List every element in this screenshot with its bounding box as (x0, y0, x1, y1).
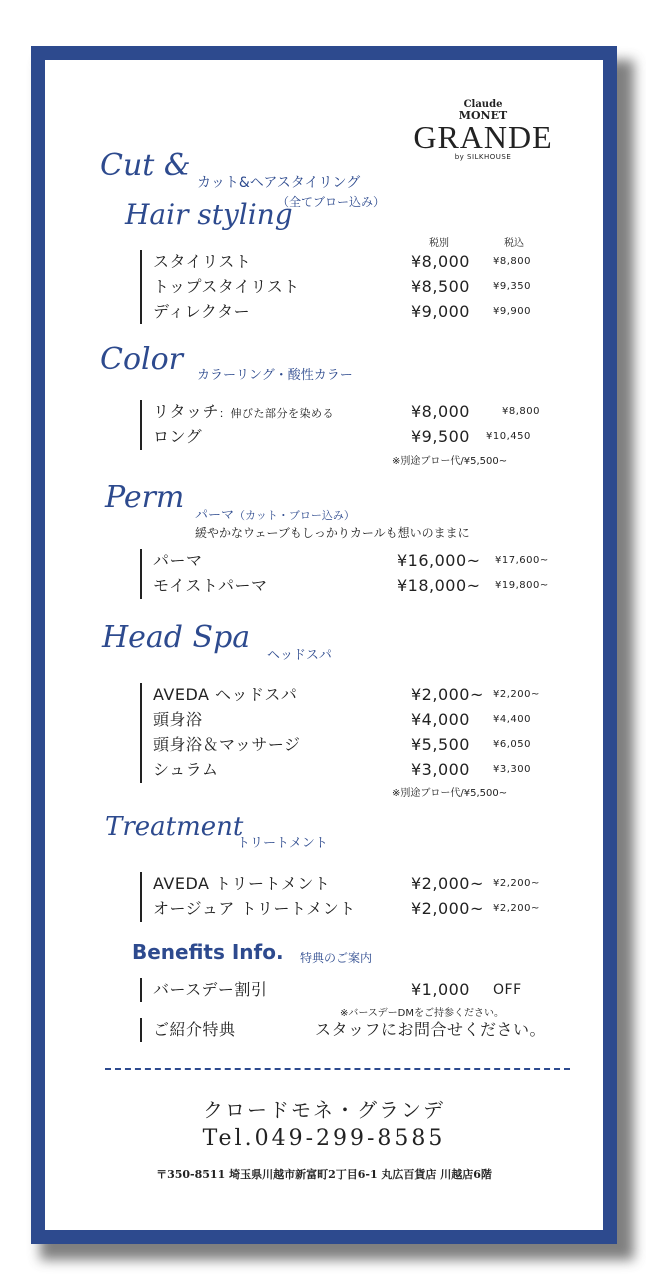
item-tax-price: ¥3,300 (493, 764, 531, 775)
item-price: ¥9,000 (411, 302, 470, 321)
item-price: ¥2,000~ (411, 874, 484, 893)
perm-sub-note: （カット・ブロー込み） (234, 509, 355, 522)
item-price: ¥8,000 (411, 402, 470, 421)
item-price: ¥18,000~ (397, 576, 481, 595)
item-price: ¥2,000~ (411, 685, 484, 704)
item-tax-price: ¥8,800 (502, 406, 540, 417)
item-tax-price: ¥2,200~ (493, 903, 540, 914)
birthday-name: バースデー割引 (153, 980, 268, 999)
treatment-bar (140, 872, 142, 922)
color-row (153, 425, 603, 449)
spa-blow-note: ※別途ブロー代/¥5,500~ (392, 788, 508, 799)
item-name: トップスタイリスト (153, 277, 300, 296)
item-price: ¥8,000 (411, 252, 470, 271)
with-tax-header: 税込 (504, 238, 524, 249)
item-price: ¥8,500 (411, 277, 470, 296)
color-script-title: Color (100, 342, 184, 377)
perm-bar (140, 549, 142, 599)
color-bar (140, 400, 142, 450)
item-price: ¥3,000 (411, 760, 470, 779)
salon-name: クロードモネ・グランデ (203, 1098, 445, 1122)
birthday-off: OFF (493, 982, 522, 998)
color-blow-note: ※別途ブロー代/¥5,500~ (392, 456, 508, 467)
item-price: ¥2,000~ (411, 899, 484, 918)
item-name-note: ：伸びた部分を染める (219, 407, 335, 420)
cut-bar (140, 250, 142, 324)
item-tax-price: ¥10,450 (486, 431, 531, 442)
color-section-subtitle: カラーリング・酸性カラー (197, 368, 353, 383)
cut-script-title: Cut & (100, 148, 191, 183)
item-tax-price: ¥9,900 (493, 306, 531, 317)
item-name: ロング (153, 427, 203, 446)
item-name: オージュア トリートメント (153, 899, 356, 918)
logo-line-4: by SILKHOUSE (454, 153, 512, 161)
item-name-text: リタッチ (153, 402, 220, 421)
logo-line-1: Claude (463, 99, 503, 110)
item-tax-price: ¥6,050 (493, 739, 531, 750)
item-tax-price: ¥9,350 (493, 281, 531, 292)
item-name: スタイリスト (153, 252, 252, 271)
dashed-divider (105, 1068, 570, 1070)
item-price: ¥4,000 (411, 710, 470, 729)
item-name: シュラム (153, 760, 219, 779)
item-tax-price: ¥2,200~ (493, 689, 540, 700)
spa-bar (140, 683, 142, 783)
item-name: 頭身浴 (153, 710, 203, 729)
perm-section-subtitle (195, 504, 355, 523)
cut-section-subtitle: カット&ヘアスタイリング (197, 175, 361, 191)
perm-row (153, 549, 603, 573)
color-row (153, 400, 603, 424)
spa-row (153, 708, 603, 732)
perm-description: 緩やかなウェーブもしっかりカールも想いのままに (195, 526, 470, 540)
benefits-title: Benefits Info. (132, 940, 284, 964)
item-name (153, 400, 334, 426)
referral-name: ご紹介特典 (153, 1020, 236, 1039)
item-price: ¥9,500 (411, 427, 470, 446)
perm-row (153, 574, 603, 598)
pre-tax-header: 税別 (429, 238, 449, 249)
spa-row (153, 733, 603, 757)
cut-row (153, 275, 603, 299)
treatment-section-subtitle: トリートメント (237, 836, 328, 851)
perm-sub-text: パーマ (195, 508, 235, 523)
cut-row (153, 300, 603, 324)
item-price: ¥16,000~ (397, 551, 481, 570)
head-spa-section-subtitle: ヘッドスパ (267, 648, 332, 663)
perm-script-title: Perm (105, 480, 185, 515)
item-name: モイストパーマ (153, 576, 268, 595)
item-name: パーマ (153, 551, 203, 570)
treatment-script-title: Treatment (105, 812, 244, 842)
hair-styling-script-title: Hair styling (125, 198, 293, 231)
item-name: ディレクター (153, 302, 251, 321)
treatment-row (153, 872, 603, 896)
birthday-note: ※バースデーDMをご持参ください。 (340, 1008, 505, 1019)
logo-line-3: GRANDE (413, 119, 553, 155)
birthday-row (153, 978, 603, 1002)
benefits-subtitle: 特典のご案内 (300, 951, 373, 965)
item-name: AVEDA トリートメント (153, 874, 331, 893)
item-tax-price: ¥4,400 (493, 714, 531, 725)
menu-card (31, 46, 617, 1244)
referral-detail: スタッフにお問合せください。 (315, 1020, 547, 1039)
item-price: ¥5,500 (411, 735, 470, 754)
item-tax-price: ¥2,200~ (493, 878, 540, 889)
birthday-price: ¥1,000 (411, 980, 470, 999)
head-spa-script-title: Head Spa (102, 620, 251, 655)
salon-address: 〒350-8511 埼玉県川越市新富町2丁目6-1 丸広百貨店 川越店6階 (156, 1168, 492, 1181)
item-name: AVEDA ヘッドスパ (153, 685, 298, 704)
menu-card-inner (45, 60, 603, 1230)
spa-row (153, 683, 603, 707)
referral-row (153, 1018, 603, 1042)
item-tax-price: ¥8,800 (493, 256, 531, 267)
birthday-bar (140, 978, 142, 1002)
brand-logo (403, 100, 563, 162)
salon-phone[interactable]: Tel.049-299-8585 (202, 1126, 446, 1151)
spa-row (153, 758, 603, 782)
item-name: 頭身浴＆マッサージ (153, 735, 301, 754)
cut-row (153, 250, 603, 274)
item-tax-price: ¥19,800~ (495, 580, 549, 591)
logo-line-2: MONET (458, 109, 508, 122)
referral-bar (140, 1018, 142, 1042)
treatment-row (153, 897, 603, 921)
cut-section-note: （全てブロー込み） (277, 195, 386, 209)
item-tax-price: ¥17,600~ (495, 555, 549, 566)
